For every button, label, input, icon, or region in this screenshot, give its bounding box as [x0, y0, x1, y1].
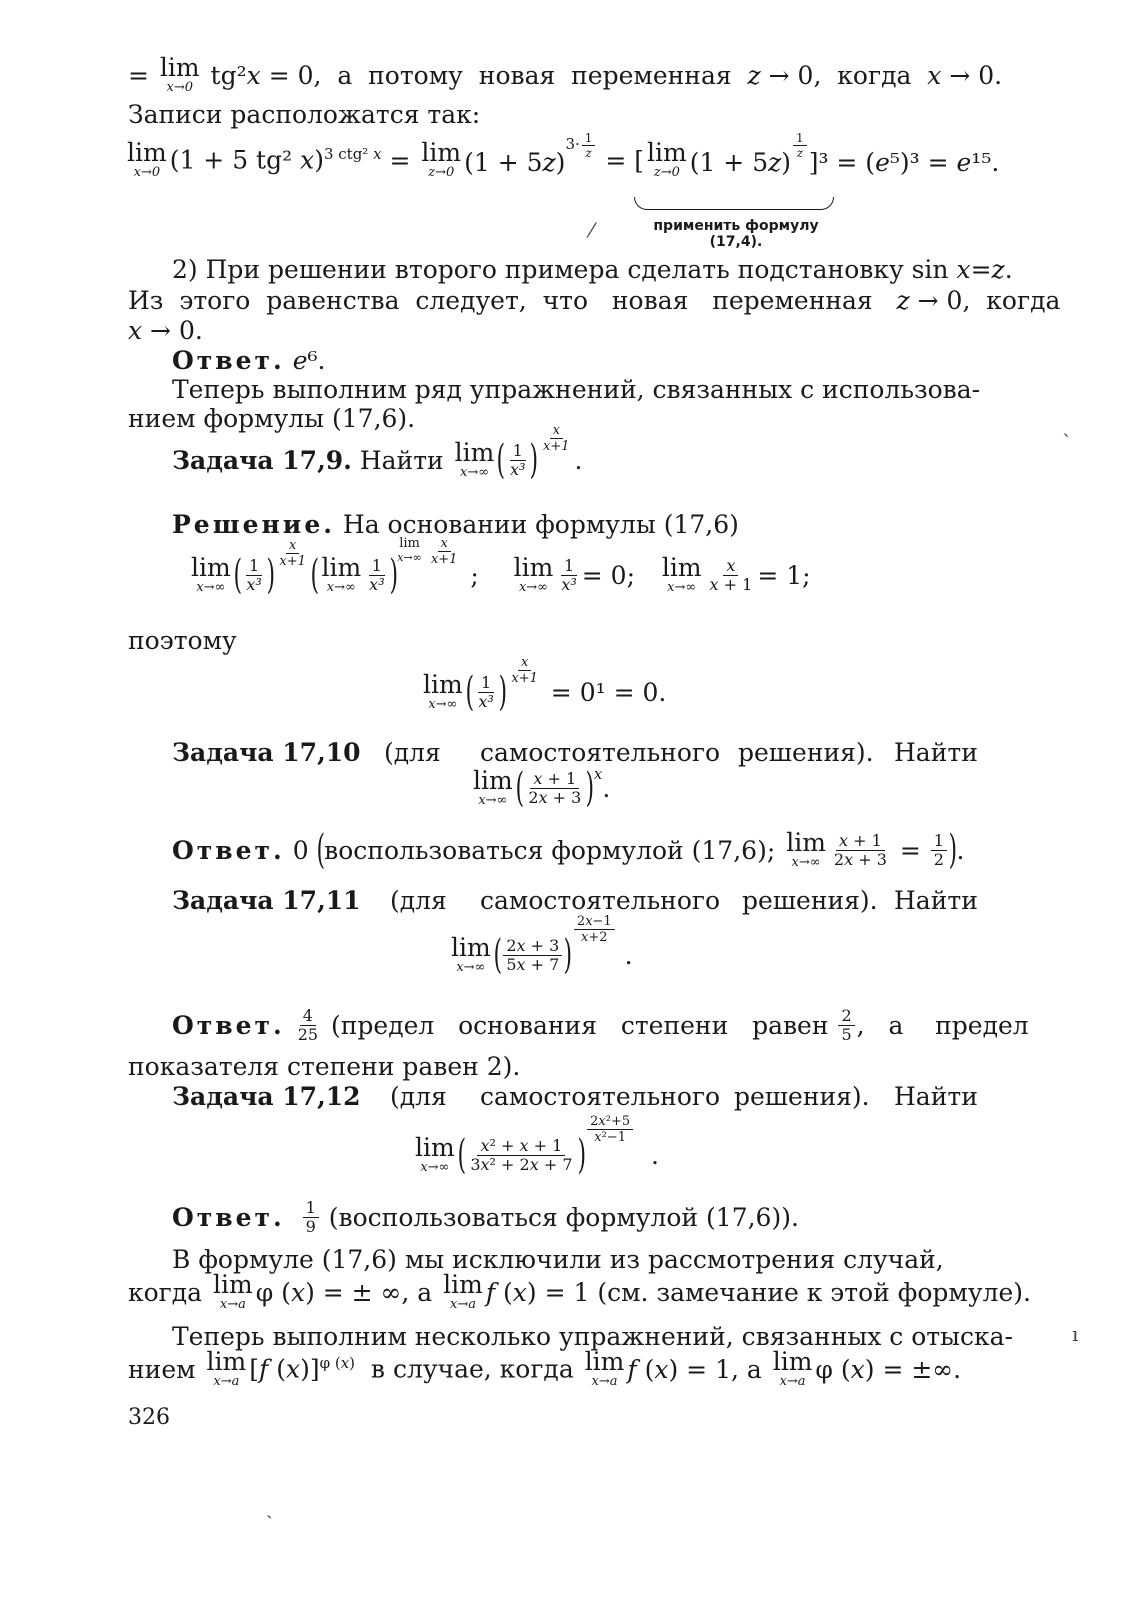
answer-17-10: Ответ. 0 ( воспользоваться формулой (17,6); lim x→∞ $\frac{x + 1}{2x + 3}$ = $\frac{1}{2}$ ) .	[172, 827, 965, 873]
result-formula: lim x→∞ ( $\frac{1}{\text{x³}}$ ) $^{\frac{x}{x+1}}$ = 0¹ = 0.	[423, 654, 667, 715]
stray-mark: ˏ	[266, 1495, 273, 1519]
text-line: поэтому	[128, 626, 237, 655]
problem-17-10: Задача 17,10 (для самостоятельного решения). Найти	[172, 738, 978, 767]
text-line: 2) При решении второго примера сделать подстановку sin x=z.	[172, 255, 1013, 284]
text-line: нием формулы (17,6).	[128, 404, 416, 433]
formula-line-1: = lim x→0 tg²x = 0, а потому новая переменная z → 0, когда x → 0.	[128, 53, 1003, 95]
page-number: 326	[128, 1405, 170, 1430]
text-line: Теперь выполним несколько упражнений, связанных с отыска-	[172, 1322, 1014, 1351]
problem-17-11: Задача 17,11 (для самостоятельного решения). Найти	[172, 886, 978, 915]
stray-mark: ı	[1072, 1322, 1079, 1346]
problem-17-10-formula: lim x→∞ ( $\frac{x + 1}{2x + 3}$ ) $^x$ .	[473, 765, 611, 811]
problem-17-12-formula: lim x→∞ ( $\frac{\text{x² + x + 1}}{\text{3x² + 2x + 7}}$ ) $^{\frac{\text{2x²+5}}{\text{x²−1}}}$ .	[415, 1113, 659, 1178]
answer-17-12: Ответ. $\frac{1}{9}$ (воспользоваться формулой (17,6)).	[172, 1198, 799, 1236]
text-line: Из этого равенства следует, что новая переменная z → 0, когда	[128, 286, 1061, 315]
problem-17-12: Задача 17,12 (для самостоятельного решения). Найти	[172, 1082, 978, 1111]
underbrace	[634, 197, 834, 210]
main-equation: lim x→0 (1 + 5 tg² x)$^{3 ctg^2 x}$ = lim z→0 $(1 + 5z)^{3\cdot \frac{1}{z}}$ = [ lim z→0 (1 + 5z) $^{\frac{1}{z}}$ ]³ = (e⁵)³ = e¹⁵.	[127, 130, 1000, 180]
stray-mark: ˋ	[1062, 430, 1072, 454]
answer-17-11: Ответ. $\frac{4}{25}$ (предел основания степени равен $\frac{2}{5}$ , а предел	[172, 1006, 1029, 1044]
text-line: когда lim x→a φ (x) = ± ∞, а lim x→a f (x) = 1 (см. замечание к этой формуле).	[128, 1270, 1031, 1312]
problem-17-11-formula: lim x→∞ ( $\frac{2x + 3}{5x + 7}$ ) $^{\frac{2x-1}{x+2}}$ .	[451, 913, 633, 978]
text-line: Теперь выполним ряд упражнений, связанных с использова-	[172, 375, 981, 404]
text-line: Записи расположатся так:	[128, 100, 481, 129]
text-line: показателя степени равен 2).	[128, 1052, 521, 1081]
text-line: В формуле (17,6) мы исключили из рассмотрения случай,	[172, 1245, 944, 1274]
answer-line: Ответ. e⁶.	[172, 346, 326, 375]
problem-17-9: Задача 17,9. Найти lim x→∞ ( $\frac{1}{\text{x³}}$ ) $^{\frac{x}{x+1}}$ .	[172, 422, 583, 483]
stray-mark: ⁄	[590, 218, 594, 242]
text-line: нием lim x→a [f (x)]$^{\varphi (x)}$ в случае, когда lim x→a f (x) = 1, а lim x→a φ (x) = ±∞.	[128, 1347, 962, 1389]
brace-note: применить формулу (17,4).	[653, 218, 819, 250]
solution-formula: lim x→∞ ( $\frac{1}{\text{x³}}$ ) $^{\frac{x}{x+1}}$ ( lim x→∞ $\frac{1}{\text{x³}}$ ) $^{lim x\to\infty \frac{x}{x+1}}$ ; lim x→∞ $\frac{1}{\text{x³}}$ = 0; lim x→∞ $\frac{x}{x + 1}$ = 1;	[191, 535, 811, 598]
solution-line: Решение. На основании формулы (17,6)	[172, 510, 739, 539]
text-line: x → 0.	[128, 316, 203, 345]
